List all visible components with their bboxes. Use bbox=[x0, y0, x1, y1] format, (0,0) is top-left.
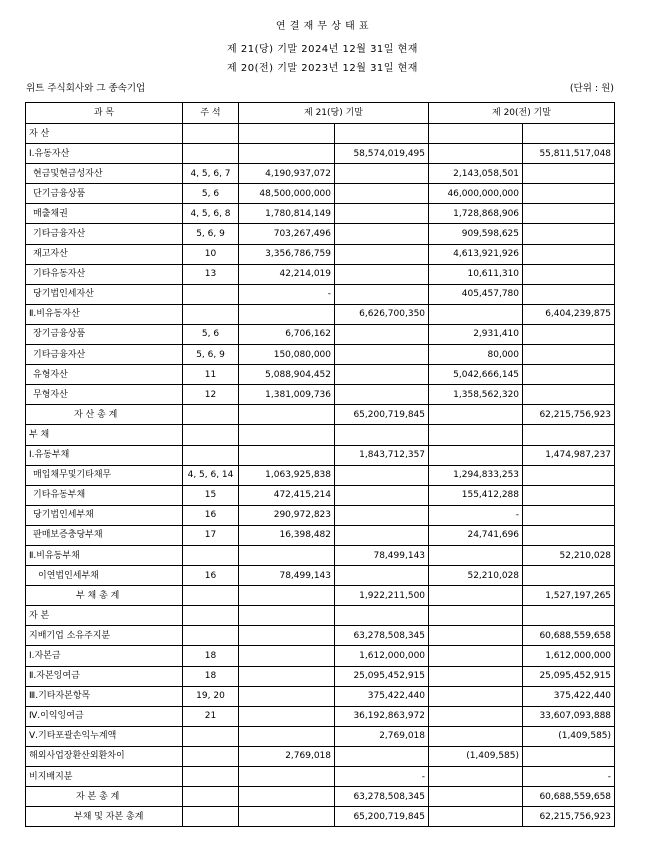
statement-title: 연 결 재 무 상 태 표 bbox=[275, 21, 370, 32]
row-current-detail: 48,500,000,000 bbox=[239, 184, 335, 204]
row-prior-total: 62,215,756,923 bbox=[523, 405, 615, 425]
row-note bbox=[183, 124, 239, 144]
row-current-detail bbox=[239, 626, 335, 646]
row-current-total: 78,499,143 bbox=[335, 545, 429, 565]
row-prior-total bbox=[523, 525, 615, 545]
table-row bbox=[26, 264, 615, 284]
row-prior-detail: 155,412,288 bbox=[429, 485, 523, 505]
row-current-detail: 5,088,904,452 bbox=[239, 365, 335, 385]
row-current-detail bbox=[239, 686, 335, 706]
row-current-total bbox=[335, 385, 429, 405]
row-current-detail bbox=[239, 445, 335, 465]
table-row bbox=[26, 485, 615, 505]
row-current-detail bbox=[239, 646, 335, 666]
row-current-detail: 290,972,823 bbox=[239, 505, 335, 525]
row-prior-detail: (1,409,585) bbox=[429, 746, 523, 766]
row-item: 유형자산 bbox=[26, 365, 183, 385]
row-prior-detail bbox=[429, 646, 523, 666]
row-item: 부 채 bbox=[26, 425, 183, 445]
row-prior-total: 25,095,452,915 bbox=[523, 666, 615, 686]
row-current-total bbox=[335, 345, 429, 365]
row-note bbox=[183, 606, 239, 626]
row-current-detail: 78,499,143 bbox=[239, 566, 335, 586]
header-item: 과 목 bbox=[26, 103, 183, 124]
row-prior-total bbox=[523, 244, 615, 264]
row-prior-detail bbox=[429, 686, 523, 706]
row-item: Ⅱ.비유동부채 bbox=[26, 545, 183, 565]
row-prior-detail bbox=[429, 405, 523, 425]
row-note bbox=[183, 586, 239, 606]
row-current-detail bbox=[239, 425, 335, 445]
row-prior-total bbox=[523, 345, 615, 365]
row-current-detail: - bbox=[239, 284, 335, 304]
row-item: 당기법인세자산 bbox=[26, 284, 183, 304]
row-note: 5, 6 bbox=[183, 324, 239, 344]
row-note bbox=[183, 726, 239, 746]
row-prior-detail bbox=[429, 445, 523, 465]
row-prior-total: 60,688,559,658 bbox=[523, 787, 615, 807]
row-note bbox=[183, 425, 239, 445]
row-prior-total bbox=[523, 224, 615, 244]
row-prior-total bbox=[523, 746, 615, 766]
row-prior-total: 52,210,028 bbox=[523, 545, 615, 565]
row-prior-detail bbox=[429, 124, 523, 144]
row-item: 장기금융상품 bbox=[26, 324, 183, 344]
row-note bbox=[183, 144, 239, 164]
row-current-detail bbox=[239, 405, 335, 425]
row-prior-detail: 1,294,833,253 bbox=[429, 465, 523, 485]
row-current-detail: 1,381,009,736 bbox=[239, 385, 335, 405]
row-note bbox=[183, 545, 239, 565]
row-prior-detail bbox=[429, 706, 523, 726]
row-item: 비지배지분 bbox=[26, 767, 183, 787]
row-note: 4, 5, 6, 7 bbox=[183, 164, 239, 184]
row-prior-total: 1,527,197,265 bbox=[523, 586, 615, 606]
row-prior-detail: 2,931,410 bbox=[429, 324, 523, 344]
row-current-detail bbox=[239, 807, 335, 827]
row-prior-detail: 1,728,868,906 bbox=[429, 204, 523, 224]
row-item: 기타유동자산 bbox=[26, 264, 183, 284]
row-current-total: 1,843,712,357 bbox=[335, 445, 429, 465]
row-item: 이연법인세부채 bbox=[26, 566, 183, 586]
row-note bbox=[183, 746, 239, 766]
row-prior-total bbox=[523, 606, 615, 626]
row-current-detail bbox=[239, 787, 335, 807]
row-prior-detail bbox=[429, 304, 523, 324]
row-item: 기타금융자산 bbox=[26, 224, 183, 244]
row-note: 15 bbox=[183, 485, 239, 505]
table-row bbox=[26, 726, 615, 746]
row-current-detail: 4,190,937,072 bbox=[239, 164, 335, 184]
row-prior-total: (1,409,585) bbox=[523, 726, 615, 746]
period-prior: 제 20(전) 기말 2023년 12월 31일 현재 bbox=[227, 63, 418, 74]
row-prior-detail: 4,613,921,926 bbox=[429, 244, 523, 264]
row-prior-detail bbox=[429, 144, 523, 164]
row-prior-total bbox=[523, 284, 615, 304]
table-row bbox=[26, 124, 615, 144]
row-current-total: 6,626,700,350 bbox=[335, 304, 429, 324]
row-current-detail bbox=[239, 767, 335, 787]
row-prior-detail bbox=[429, 666, 523, 686]
row-prior-total bbox=[523, 485, 615, 505]
row-current-total bbox=[335, 244, 429, 264]
row-current-total bbox=[335, 284, 429, 304]
row-current-total: 1,612,000,000 bbox=[335, 646, 429, 666]
row-current-total bbox=[335, 746, 429, 766]
row-prior-detail bbox=[429, 425, 523, 445]
table-row bbox=[26, 324, 615, 344]
row-prior-detail: 405,457,780 bbox=[429, 284, 523, 304]
row-prior-total: 1,612,000,000 bbox=[523, 646, 615, 666]
table-row bbox=[26, 244, 615, 264]
row-item: 지배기업 소유주지분 bbox=[26, 626, 183, 646]
table-row bbox=[26, 465, 615, 485]
row-note bbox=[183, 284, 239, 304]
row-prior-total bbox=[523, 425, 615, 445]
row-current-total bbox=[335, 465, 429, 485]
row-note bbox=[183, 767, 239, 787]
row-prior-detail: 46,000,000,000 bbox=[429, 184, 523, 204]
row-current-total: 63,278,508,345 bbox=[335, 626, 429, 646]
row-note: 18 bbox=[183, 666, 239, 686]
row-item: 판매보증충당부채 bbox=[26, 525, 183, 545]
row-prior-total bbox=[523, 465, 615, 485]
row-current-detail: 472,415,214 bbox=[239, 485, 335, 505]
company-name: 위트 주식회사와 그 종속기업 bbox=[26, 83, 146, 94]
row-note bbox=[183, 626, 239, 646]
row-current-total: 375,422,440 bbox=[335, 686, 429, 706]
row-note: 21 bbox=[183, 706, 239, 726]
row-current-detail bbox=[239, 726, 335, 746]
row-prior-detail: 5,042,666,145 bbox=[429, 365, 523, 385]
table-row bbox=[26, 626, 615, 646]
row-current-detail: 150,080,000 bbox=[239, 345, 335, 365]
row-note: 4, 5, 6, 14 bbox=[183, 465, 239, 485]
row-item: Ⅰ.자본금 bbox=[26, 646, 183, 666]
row-current-total bbox=[335, 124, 429, 144]
row-note: 10 bbox=[183, 244, 239, 264]
table-row bbox=[26, 365, 615, 385]
table-row bbox=[26, 304, 615, 324]
table-header-row bbox=[26, 103, 615, 124]
row-note bbox=[183, 787, 239, 807]
table-row bbox=[26, 767, 615, 787]
row-current-total: 1,922,211,500 bbox=[335, 586, 429, 606]
row-note: 18 bbox=[183, 646, 239, 666]
row-current-total bbox=[335, 264, 429, 284]
row-current-detail bbox=[239, 545, 335, 565]
row-item: Ⅱ.비유동자산 bbox=[26, 304, 183, 324]
row-prior-detail bbox=[429, 586, 523, 606]
header-current: 제 21(당) 기말 bbox=[239, 103, 429, 124]
header-prior: 제 20(전) 기말 bbox=[429, 103, 615, 124]
row-prior-detail: 909,598,625 bbox=[429, 224, 523, 244]
row-note bbox=[183, 304, 239, 324]
row-item: 부채 및 자본 총계 bbox=[26, 807, 183, 827]
table-row bbox=[26, 807, 615, 827]
table-row bbox=[26, 405, 615, 425]
row-item: 자 본 총 계 bbox=[26, 787, 183, 807]
row-prior-detail bbox=[429, 787, 523, 807]
row-current-total bbox=[335, 184, 429, 204]
table-row bbox=[26, 666, 615, 686]
row-current-total bbox=[335, 485, 429, 505]
table-row bbox=[26, 787, 615, 807]
row-prior-detail: 10,611,310 bbox=[429, 264, 523, 284]
row-current-total bbox=[335, 566, 429, 586]
row-current-total bbox=[335, 324, 429, 344]
row-prior-detail: 80,000 bbox=[429, 345, 523, 365]
row-current-total bbox=[335, 224, 429, 244]
table-row bbox=[26, 144, 615, 164]
row-prior-total bbox=[523, 324, 615, 344]
row-prior-total: 6,404,239,875 bbox=[523, 304, 615, 324]
row-current-total: 36,192,863,972 bbox=[335, 706, 429, 726]
row-note: 11 bbox=[183, 365, 239, 385]
row-prior-detail bbox=[429, 606, 523, 626]
row-item: 매입채무및기타채무 bbox=[26, 465, 183, 485]
row-prior-total: 55,811,517,048 bbox=[523, 144, 615, 164]
row-current-detail: 2,769,018 bbox=[239, 746, 335, 766]
row-item: Ⅰ.유동자산 bbox=[26, 144, 183, 164]
row-note: 16 bbox=[183, 566, 239, 586]
period-current: 제 21(당) 기말 2024년 12월 31일 현재 bbox=[227, 44, 418, 55]
row-prior-detail bbox=[429, 807, 523, 827]
row-prior-total: 1,474,987,237 bbox=[523, 445, 615, 465]
row-prior-detail: 52,210,028 bbox=[429, 566, 523, 586]
row-current-total bbox=[335, 505, 429, 525]
row-prior-total: - bbox=[523, 767, 615, 787]
row-current-detail bbox=[239, 124, 335, 144]
row-current-total: - bbox=[335, 767, 429, 787]
balance-sheet-table bbox=[25, 102, 615, 827]
row-prior-total: 33,607,093,888 bbox=[523, 706, 615, 726]
row-current-total bbox=[335, 425, 429, 445]
unit-label: (단위 : 원) bbox=[569, 83, 614, 94]
row-item: 자 본 bbox=[26, 606, 183, 626]
table-row bbox=[26, 345, 615, 365]
row-prior-detail: 1,358,562,320 bbox=[429, 385, 523, 405]
row-item: 재고자산 bbox=[26, 244, 183, 264]
row-current-detail bbox=[239, 304, 335, 324]
row-item: 매출채권 bbox=[26, 204, 183, 224]
row-current-total bbox=[335, 365, 429, 385]
row-prior-detail bbox=[429, 767, 523, 787]
table-row bbox=[26, 646, 615, 666]
row-item: 부 채 총 계 bbox=[26, 586, 183, 606]
row-note: 13 bbox=[183, 264, 239, 284]
row-current-detail: 703,267,496 bbox=[239, 224, 335, 244]
row-prior-total bbox=[523, 566, 615, 586]
row-prior-total bbox=[523, 365, 615, 385]
table-row bbox=[26, 184, 615, 204]
table-row bbox=[26, 606, 615, 626]
row-item: 무형자산 bbox=[26, 385, 183, 405]
row-note bbox=[183, 445, 239, 465]
table-row bbox=[26, 425, 615, 445]
table-row bbox=[26, 686, 615, 706]
row-prior-total: 375,422,440 bbox=[523, 686, 615, 706]
row-prior-total bbox=[523, 264, 615, 284]
row-current-total bbox=[335, 164, 429, 184]
row-item: 당기법인세부채 bbox=[26, 505, 183, 525]
table-row bbox=[26, 164, 615, 184]
row-item: Ⅱ.자본잉여금 bbox=[26, 666, 183, 686]
row-prior-total bbox=[523, 124, 615, 144]
row-item: Ⅰ.유동부채 bbox=[26, 445, 183, 465]
row-prior-total: 62,215,756,923 bbox=[523, 807, 615, 827]
row-current-total: 58,574,019,495 bbox=[335, 144, 429, 164]
row-prior-detail: - bbox=[429, 505, 523, 525]
row-note: 5, 6 bbox=[183, 184, 239, 204]
row-current-detail: 16,398,482 bbox=[239, 525, 335, 545]
row-prior-total bbox=[523, 385, 615, 405]
row-item: 자 산 총 계 bbox=[26, 405, 183, 425]
table-row bbox=[26, 505, 615, 525]
row-note: 17 bbox=[183, 525, 239, 545]
row-current-detail: 1,780,814,149 bbox=[239, 204, 335, 224]
row-item: Ⅴ.기타포괄손익누계액 bbox=[26, 726, 183, 746]
row-current-total: 65,200,719,845 bbox=[335, 807, 429, 827]
row-prior-detail: 2,143,058,501 bbox=[429, 164, 523, 184]
row-note bbox=[183, 807, 239, 827]
row-item: 자 산 bbox=[26, 124, 183, 144]
row-prior-detail: 24,741,696 bbox=[429, 525, 523, 545]
row-item: 현금및현금성자산 bbox=[26, 164, 183, 184]
row-note: 5, 6, 9 bbox=[183, 224, 239, 244]
row-current-total: 2,769,018 bbox=[335, 726, 429, 746]
row-note: 16 bbox=[183, 505, 239, 525]
row-current-total bbox=[335, 525, 429, 545]
row-prior-detail bbox=[429, 726, 523, 746]
table-row bbox=[26, 445, 615, 465]
row-current-detail bbox=[239, 144, 335, 164]
row-current-detail: 1,063,925,838 bbox=[239, 465, 335, 485]
row-current-total: 25,095,452,915 bbox=[335, 666, 429, 686]
row-current-total bbox=[335, 204, 429, 224]
row-prior-total bbox=[523, 184, 615, 204]
header-note: 주 석 bbox=[183, 103, 239, 124]
row-item: Ⅳ.이익잉여금 bbox=[26, 706, 183, 726]
row-item: Ⅲ.기타자본항목 bbox=[26, 686, 183, 706]
row-note: 19, 20 bbox=[183, 686, 239, 706]
row-current-total bbox=[335, 606, 429, 626]
row-current-detail: 3,356,786,759 bbox=[239, 244, 335, 264]
table-row bbox=[26, 224, 615, 244]
row-prior-detail bbox=[429, 545, 523, 565]
row-prior-total bbox=[523, 164, 615, 184]
table-row bbox=[26, 746, 615, 766]
row-note: 4, 5, 6, 8 bbox=[183, 204, 239, 224]
row-item: 기타금융자산 bbox=[26, 345, 183, 365]
row-item: 해외사업장환산외환차이 bbox=[26, 746, 183, 766]
row-item: 기타유동부채 bbox=[26, 485, 183, 505]
row-prior-detail bbox=[429, 626, 523, 646]
row-prior-total bbox=[523, 505, 615, 525]
row-note: 5, 6, 9 bbox=[183, 345, 239, 365]
row-current-detail bbox=[239, 586, 335, 606]
row-prior-total bbox=[523, 204, 615, 224]
table-row bbox=[26, 706, 615, 726]
row-current-detail: 6,706,162 bbox=[239, 324, 335, 344]
row-current-detail bbox=[239, 606, 335, 626]
row-current-detail bbox=[239, 666, 335, 686]
row-current-detail: 42,214,019 bbox=[239, 264, 335, 284]
table-row bbox=[26, 586, 615, 606]
table-row bbox=[26, 566, 615, 586]
table-row bbox=[26, 545, 615, 565]
table-row bbox=[26, 284, 615, 304]
table-row bbox=[26, 385, 615, 405]
row-current-detail bbox=[239, 706, 335, 726]
table-row bbox=[26, 204, 615, 224]
row-current-total: 65,200,719,845 bbox=[335, 405, 429, 425]
row-note: 12 bbox=[183, 385, 239, 405]
table-row bbox=[26, 525, 615, 545]
row-prior-total: 60,688,559,658 bbox=[523, 626, 615, 646]
row-item: 단기금융상품 bbox=[26, 184, 183, 204]
row-current-total: 63,278,508,345 bbox=[335, 787, 429, 807]
row-note bbox=[183, 405, 239, 425]
